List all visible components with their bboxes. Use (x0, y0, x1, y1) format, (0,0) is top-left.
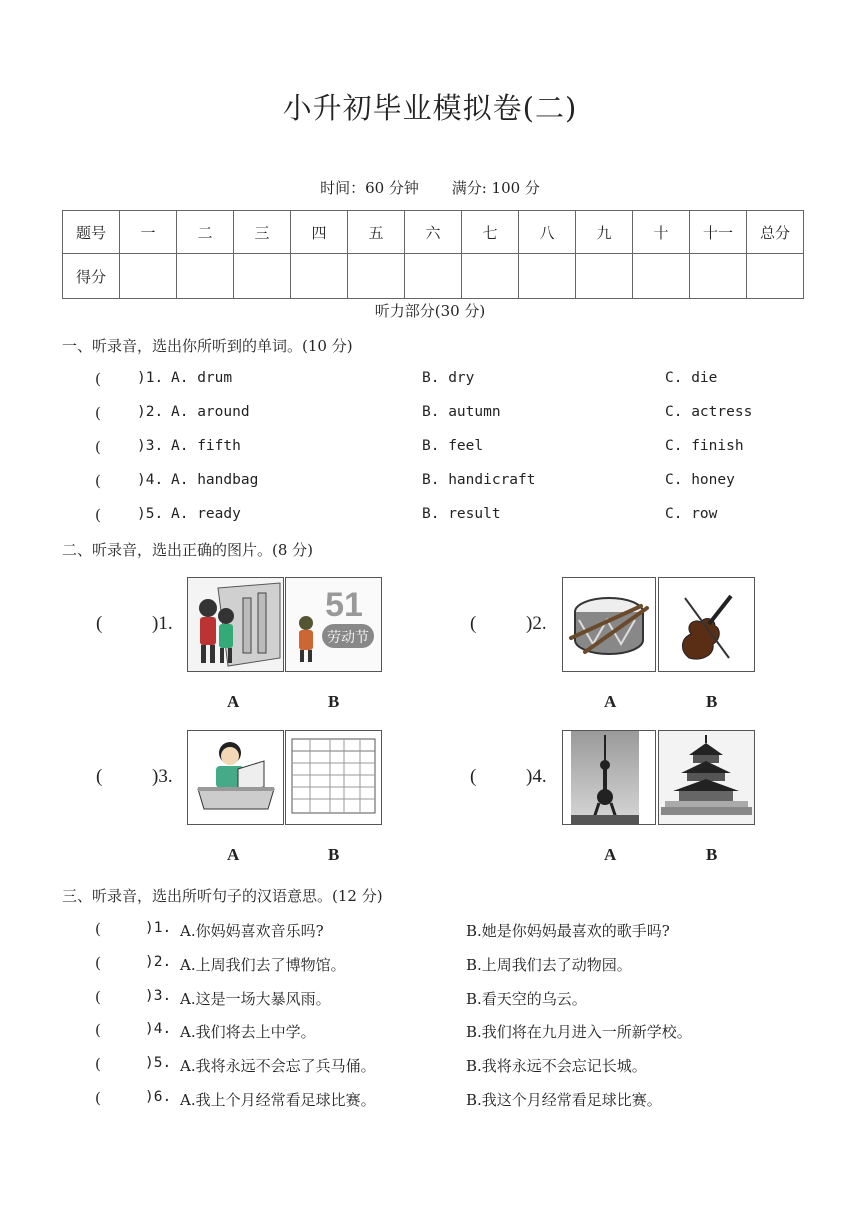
score-header-cell: 三 (234, 211, 291, 254)
option-a: A.这是一场大暴风雨。 (180, 990, 331, 1008)
question-number: )4. (137, 472, 164, 488)
score-header-cell: 八 (519, 211, 576, 254)
score-table (62, 210, 804, 299)
listening-part-header: 听力部分(30 分) (374, 302, 486, 320)
score-header-cell: 七 (462, 211, 519, 254)
question-number: )2. (145, 954, 172, 970)
option-b: B.我这个月经常看足球比赛。 (466, 1091, 662, 1109)
score-cell[interactable] (690, 254, 747, 299)
section3-heading: 三、听录音，选出所听句子的汉语意思。(12 分) (62, 887, 383, 905)
question-number: )5. (145, 1055, 172, 1071)
question-number: )4. (526, 766, 547, 787)
answer-paren[interactable]: ( (95, 988, 101, 1006)
exam-full-score: 满分: 100 分 (451, 179, 540, 197)
answer-paren[interactable]: ( (95, 472, 101, 490)
answer-paren[interactable]: ( (95, 1089, 101, 1107)
report-card-icon (286, 731, 381, 824)
picture-report-card[interactable] (285, 730, 382, 825)
score-cell[interactable] (291, 254, 348, 299)
option-b: B.我们将在九月进入一所新学校。 (466, 1023, 692, 1041)
option-a: A. fifth (171, 438, 241, 454)
option-c: C. row (665, 506, 718, 522)
score-header-cell: 十 (633, 211, 690, 254)
question-number: )3. (152, 766, 173, 787)
section2-heading: 二、听录音，选出正确的图片。(8 分) (62, 541, 314, 559)
option-a: A. around (171, 404, 250, 420)
score-header-cell: 六 (405, 211, 462, 254)
label-a: A (227, 845, 240, 864)
violin-icon (659, 578, 754, 671)
label-b: B (706, 692, 718, 711)
score-row-label: 得分 (63, 254, 120, 299)
score-header-cell: 四 (291, 211, 348, 254)
labour-day-logo-icon (286, 578, 381, 671)
label-a: A (227, 692, 240, 711)
great-wall-kids-icon (188, 578, 283, 671)
option-c: C. actress (665, 404, 753, 420)
score-table-header-row (63, 211, 804, 254)
picture-drum[interactable] (562, 577, 656, 672)
score-header-cell: 五 (348, 211, 405, 254)
temple-of-heaven-icon (659, 731, 754, 824)
logo-number: 51 (325, 586, 363, 624)
score-cell[interactable] (576, 254, 633, 299)
score-cell[interactable] (348, 254, 405, 299)
picture-labour-day[interactable] (285, 577, 382, 672)
score-header-cell: 题号 (63, 211, 120, 254)
question-number: )3. (145, 988, 172, 1004)
answer-paren[interactable]: ( (95, 954, 101, 972)
answer-paren[interactable]: ( (95, 370, 101, 388)
option-c: C. honey (665, 472, 735, 488)
question-number: )2. (526, 613, 547, 634)
option-b: B.她是你妈妈最喜欢的歌手吗? (466, 922, 670, 940)
option-b: B.我将永远不会忘记长城。 (466, 1057, 647, 1075)
question-number: )2. (137, 404, 164, 420)
option-b: B.上周我们去了动物园。 (466, 956, 632, 974)
option-a: A.我们将去上中学。 (180, 1023, 316, 1041)
score-header-cell: 十一 (690, 211, 747, 254)
label-a: A (604, 692, 617, 711)
answer-paren[interactable]: ( (470, 766, 477, 787)
score-cell[interactable] (633, 254, 690, 299)
picture-tv-tower[interactable] (562, 730, 656, 825)
option-b: B. result (422, 506, 501, 522)
question-number: )5. (137, 506, 164, 522)
question-number: )1. (145, 920, 172, 936)
tv-tower-icon (563, 731, 655, 824)
option-b: B. handicraft (422, 472, 536, 488)
answer-paren[interactable]: ( (95, 506, 101, 524)
score-cell[interactable] (405, 254, 462, 299)
picture-boy-reading[interactable] (187, 730, 284, 825)
option-a: A. handbag (171, 472, 259, 488)
answer-paren[interactable]: ( (96, 613, 103, 634)
option-b: B. feel (422, 438, 484, 454)
score-cell[interactable] (177, 254, 234, 299)
page-title: 小升初毕业模拟卷(二) (282, 91, 578, 125)
score-cell[interactable] (234, 254, 291, 299)
score-header-cell: 总分 (747, 211, 804, 254)
exam-meta (0, 177, 860, 198)
label-b: B (706, 845, 718, 864)
option-c: C. finish (665, 438, 744, 454)
answer-paren[interactable]: ( (96, 766, 103, 787)
option-a: A. ready (171, 506, 241, 522)
option-c: C. die (665, 370, 718, 386)
question-number: )1. (137, 370, 164, 386)
label-a: A (604, 845, 617, 864)
answer-paren[interactable]: ( (95, 1055, 101, 1073)
answer-paren[interactable]: ( (95, 438, 101, 456)
exam-time: 时间：60 分钟 (320, 179, 419, 197)
picture-violin[interactable] (658, 577, 755, 672)
answer-paren[interactable]: ( (95, 1021, 101, 1039)
question-number: )1. (152, 613, 173, 634)
score-table-score-row (63, 254, 804, 299)
question-number: )6. (145, 1089, 172, 1105)
option-a: A.我将永远不会忘了兵马俑。 (180, 1057, 376, 1075)
option-a: A.上周我们去了博物馆。 (180, 956, 346, 974)
picture-temple-of-heaven[interactable] (658, 730, 755, 825)
answer-paren[interactable]: ( (95, 920, 101, 938)
score-cell[interactable] (120, 254, 177, 299)
label-b: B (328, 845, 340, 864)
question-number: )3. (137, 438, 164, 454)
score-header-cell: 一 (120, 211, 177, 254)
option-a: A. drum (171, 370, 233, 386)
logo-text: 劳动节 (327, 630, 369, 646)
answer-paren[interactable]: ( (95, 404, 101, 422)
score-cell[interactable] (519, 254, 576, 299)
option-b: B. dry (422, 370, 475, 386)
option-a: A.我上个月经常看足球比赛。 (180, 1091, 376, 1109)
label-b: B (328, 692, 340, 711)
score-header-cell: 二 (177, 211, 234, 254)
drum-icon (563, 578, 655, 671)
section1-heading: 一、听录音，选出你所听到的单词。(10 分) (62, 337, 353, 355)
answer-paren[interactable]: ( (470, 613, 477, 634)
score-cell[interactable] (747, 254, 804, 299)
question-number: )4. (145, 1021, 172, 1037)
score-cell[interactable] (462, 254, 519, 299)
option-b: B.看天空的乌云。 (466, 990, 587, 1008)
boy-reading-icon (188, 731, 283, 824)
option-b: B. autumn (422, 404, 501, 420)
picture-great-wall-visit[interactable] (187, 577, 284, 672)
score-header-cell: 九 (576, 211, 633, 254)
option-a: A.你妈妈喜欢音乐吗? (180, 922, 324, 940)
